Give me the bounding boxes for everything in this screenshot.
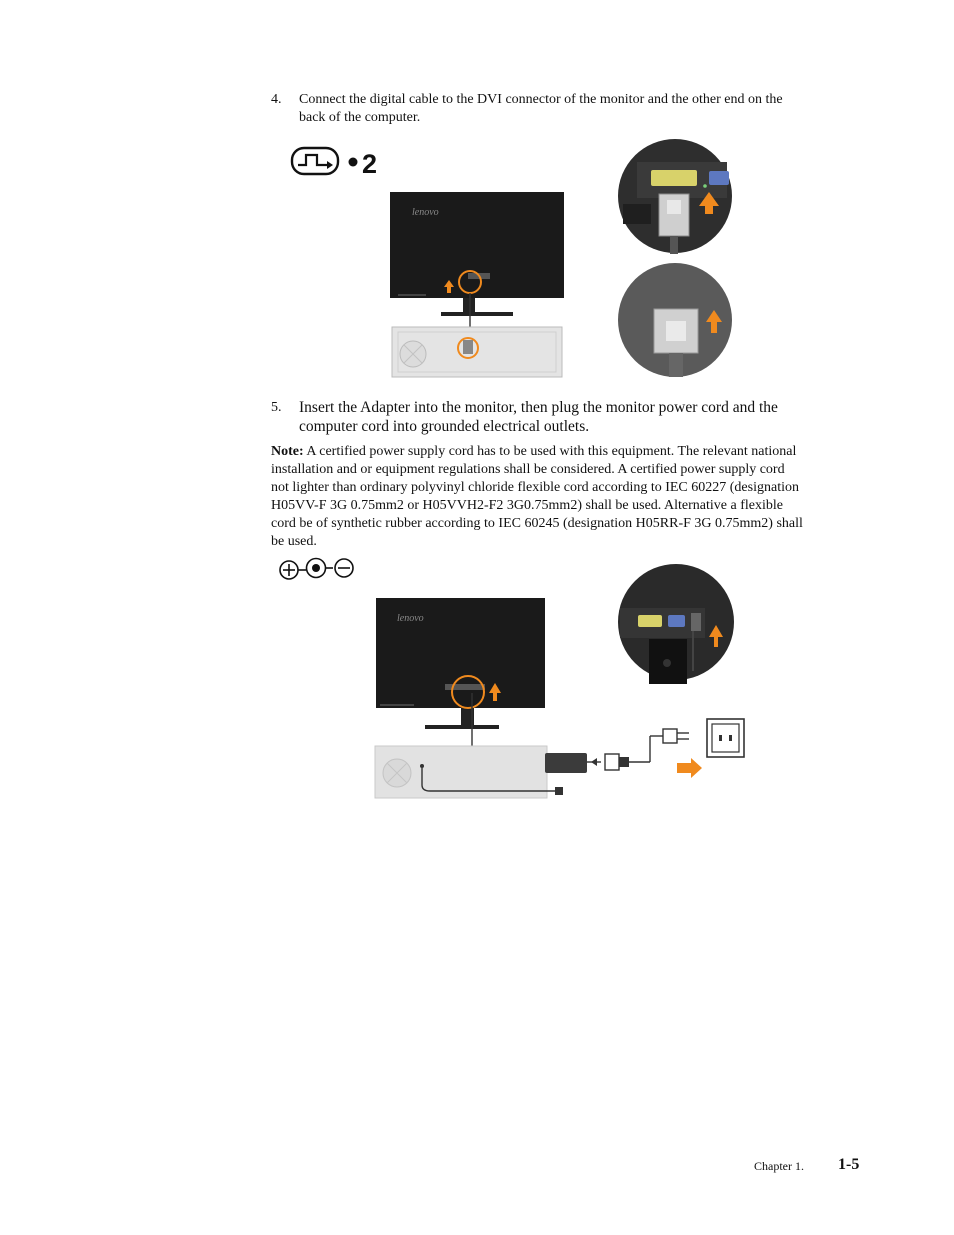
dvi-connector-icon — [651, 170, 697, 186]
note-line: cord be of synthetic rubber according to IEC 60245 (designation H05RR-F 3G 0.75mm2) shall — [271, 516, 803, 531]
zoom-power-port — [618, 564, 734, 684]
computer-back — [375, 746, 563, 798]
step-number: 4. — [271, 92, 282, 107]
power-adapter-icon — [545, 729, 689, 773]
step-text-line: Insert the Adapter into the monitor, then plug the monitor power cord and the — [299, 399, 778, 416]
zoom-connector-bottom — [618, 263, 732, 377]
step-text-line: computer cord into grounded electrical outlets. — [299, 418, 590, 435]
step-text-line: Connect the digital cable to the DVI connector of the monitor and the other end on the — [299, 92, 783, 107]
note-block — [271, 443, 871, 551]
step-4 — [271, 91, 871, 129]
note-line: H05VV-F 3G 0.75mm2 or H05VVH2-F2 3G0.75mm2) shall be used. Alternative a flexible — [271, 498, 783, 513]
note-label: Note: — [271, 444, 304, 459]
note-line: installation and or equipment regulations shall be considered. A certified power supply cord — [271, 462, 785, 477]
dvi-connection-illustration — [280, 136, 750, 381]
brand-logo: lenovo — [397, 613, 424, 624]
brand-logo: lenovo — [412, 207, 439, 218]
input-source-icon — [292, 148, 358, 174]
note-line: not lighter than ordinary polyvinyl chloride flexible cord according to IEC 60227 (designation — [271, 480, 799, 495]
figure-dvi-connection — [280, 136, 750, 381]
monitor-back — [376, 598, 545, 729]
computer-back — [392, 327, 562, 377]
dc-polarity-icon — [280, 559, 353, 580]
wall-outlet-icon — [707, 719, 744, 757]
step-number: 5. — [271, 400, 282, 415]
power-connection-illustration — [275, 553, 755, 803]
note-line: be used. — [271, 534, 317, 549]
note-line: Note: A certified power supply cord has to be used with this equipment. The relevant national — [271, 444, 797, 459]
arrow-right-icon — [677, 758, 702, 778]
step-5 — [271, 398, 871, 438]
figure-power-connection — [275, 553, 755, 803]
monitor-back — [390, 192, 564, 316]
zoom-connector-top — [618, 139, 732, 254]
step-text-line: back of the computer. — [299, 110, 421, 125]
input-number: 2 — [362, 149, 378, 179]
footer-chapter: Chapter 1. — [754, 1159, 804, 1173]
page-number: 1-5 — [838, 1156, 860, 1173]
